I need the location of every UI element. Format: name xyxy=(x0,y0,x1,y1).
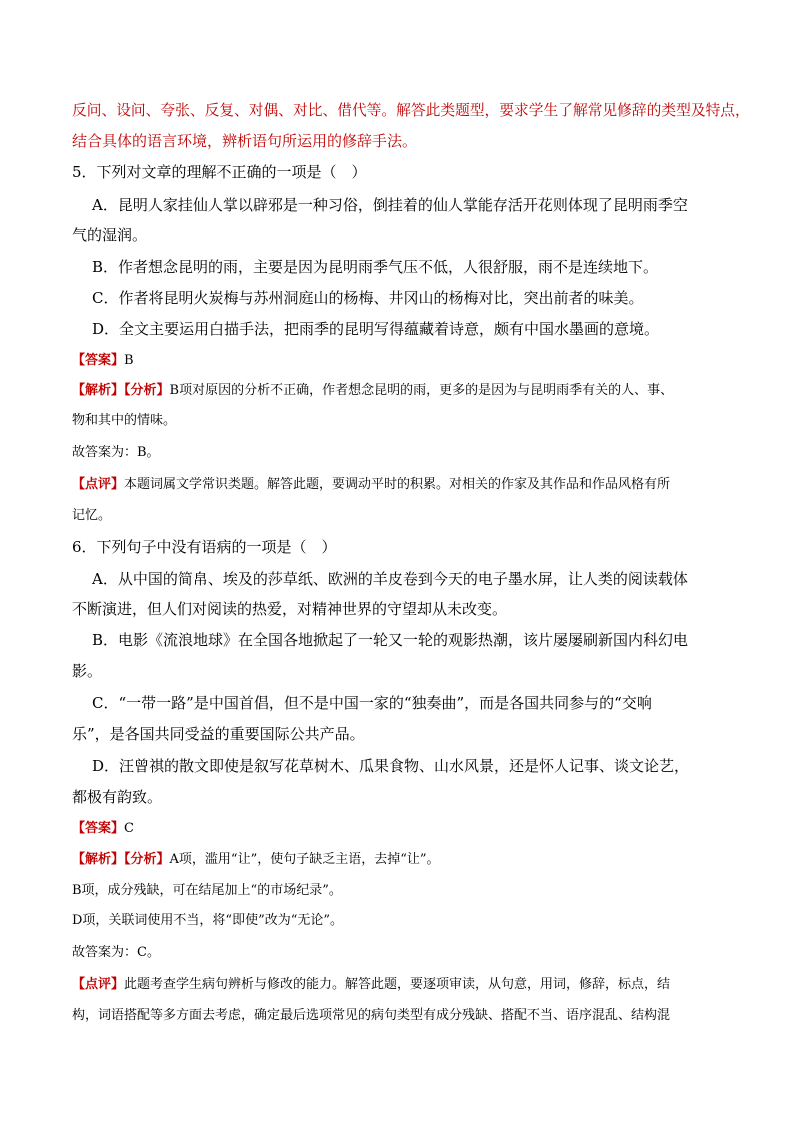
fenxi-tag: 【分析】 xyxy=(124,852,170,867)
q6-analysis-line-1 xyxy=(72,853,440,866)
q6-option-c-line-1: C．“一带一路”是中国首倡，但不是中国一家的“独奏曲”，而是各国共同参与的“交响 xyxy=(92,694,652,712)
q5-option-d: D．全文主要运用白描手法，把雨季的昆明写得蕴藏着诗意，颇有中国水墨画的意境。 xyxy=(92,320,660,338)
analysis-tag: 【解析】 xyxy=(72,383,125,398)
q6-answer-value: C xyxy=(124,821,134,836)
fenxi-tag: 【分析】 xyxy=(124,383,170,398)
q5-option-c: C．作者将昆明火炭梅与苏州洞庭山的杨梅、井冈山的杨梅对比，突出前者的味美。 xyxy=(92,289,644,307)
q6-option-d-line-1: D．汪曾祺的散文即使是叙写花草树木、瓜果食物、山水风景，还是怀人记事、谈文论艺， xyxy=(92,757,690,775)
question-6-stem: 6．下列句子中没有语病的一项是（ ） xyxy=(72,538,337,556)
q6-option-b-line-2: 影。 xyxy=(72,662,103,680)
q5-answer-value: B xyxy=(124,353,134,368)
q6-analysis-line-2: B项，成分残缺，可在结尾加上“的市场纪录”。 xyxy=(72,883,342,898)
q5-review-line-2: 记忆。 xyxy=(72,508,112,523)
q6-review-line-1 xyxy=(72,978,670,991)
q5-analysis-text-1: B项对原因的分析不正确，作者想念昆明的雨，更多的是因为与昆明雨季有关的人、事、 xyxy=(169,383,674,398)
q6-analysis-text-1: A项，滥用“让”，使句子缺乏主语，去掉“让”。 xyxy=(169,852,440,867)
q6-option-a-line-2: 不断演进，但人们对阅读的热爱，对精神世界的守望却从未改变。 xyxy=(72,600,508,618)
q6-review-line-2: 构，词语搭配等多方面去考虑，确定最后选项常见的病句类型有成分残缺、搭配不当、语序混乱、结构混 xyxy=(72,1008,671,1023)
q5-option-b: B．作者想念昆明的雨，主要是因为昆明雨季气压不低，人很舒服，雨不是连续地下。 xyxy=(92,258,659,276)
q6-option-d-line-2: 都极有韵致。 xyxy=(72,788,163,806)
q5-analysis-line-2: 物和其中的情味。 xyxy=(72,413,177,428)
q5-review-text-1: 本题词属文学常识类题。解答此题，要调动平时的积累。对相关的作家及其作品和作品风格有所 xyxy=(124,477,671,492)
q6-option-b-line-1: B．电影《流浪地球》在全国各地掀起了一轮又一轮的观影热潮，该片屡屡刷新国内科幻电 xyxy=(92,631,689,649)
q6-option-c-line-2: 乐”，是各国共同受益的重要国际公共产品。 xyxy=(72,725,365,743)
review-tag: 【点评】 xyxy=(72,977,125,992)
q6-review-text-1: 此题考查学生病句辨析与修改的能力。解答此题，要逐项审读，从句意，用词，修辞，标点，结 xyxy=(124,977,671,992)
q5-answer xyxy=(72,354,134,367)
answer-tag: 【答案】 xyxy=(72,353,125,368)
intro-line-2: 结合具体的语言环境，辨析语句所运用的修辞手法。 xyxy=(72,132,418,150)
intro-line-1: 反问、设问、夸张、反复、对偶、对比、借代等。解答此类题型，要求学生了解常见修辞的类型及特点， xyxy=(72,102,750,119)
q6-conclusion: 故答案为：C。 xyxy=(72,945,160,960)
q5-analysis-line-1 xyxy=(72,384,673,397)
q6-analysis-line-3: D项，关联词使用不当，将“即使”改为“无论”。 xyxy=(72,913,344,928)
q6-option-a-line-1: A．从中国的简帛、埃及的莎草纸、欧洲的羊皮卷到今天的电子墨水屏，让人类的阅读载体 xyxy=(92,570,688,588)
review-tag: 【点评】 xyxy=(72,477,125,492)
q6-answer xyxy=(72,822,134,835)
q5-option-a-line-2: 气的湿润。 xyxy=(72,226,148,244)
q5-conclusion: 故答案为：B。 xyxy=(72,445,160,460)
question-5-stem: 5．下列对文章的理解不正确的一项是（ ） xyxy=(72,163,367,181)
q5-option-a-line-1: A．昆明人家挂仙人掌以辟邪是一种习俗，倒挂着的仙人掌能存活开花则体现了昆明雨季空 xyxy=(92,196,688,214)
answer-tag: 【答案】 xyxy=(72,821,125,836)
q5-review-line-1 xyxy=(72,478,670,491)
analysis-tag: 【解析】 xyxy=(72,852,125,867)
